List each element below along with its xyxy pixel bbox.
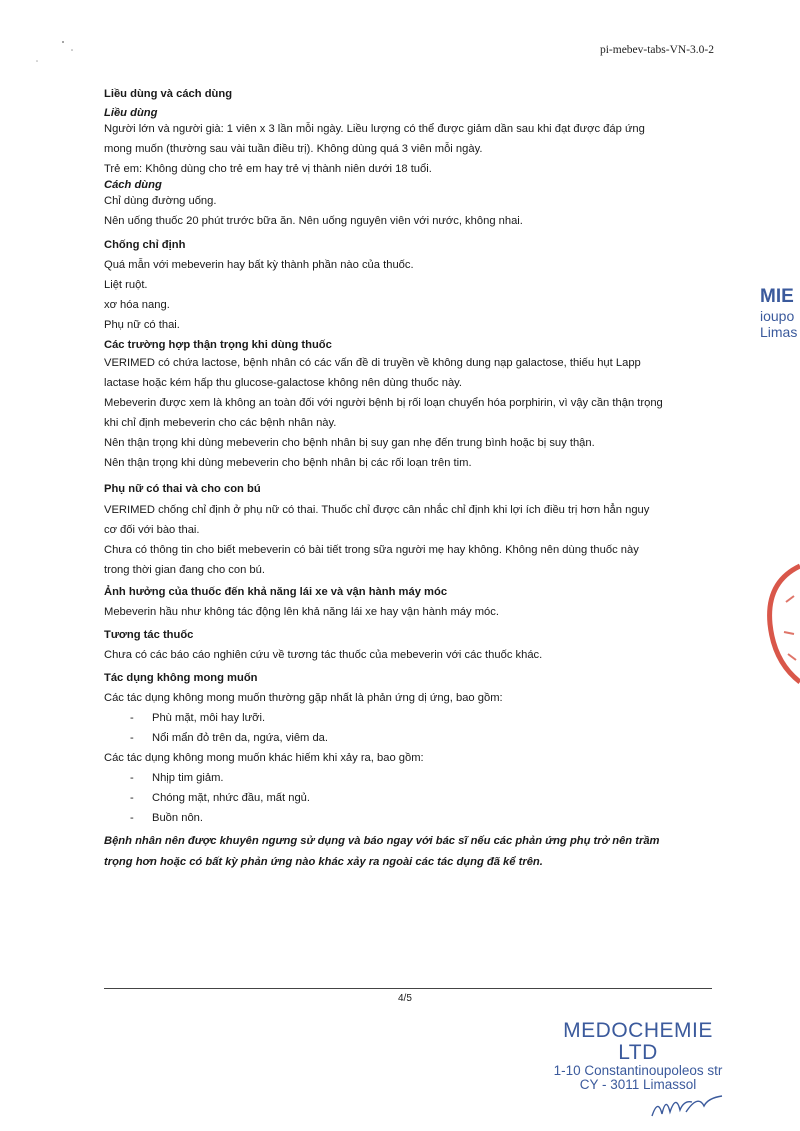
document-body: [104, 88, 716, 873]
paragraph: Trẻ em: Không dùng cho trẻ em hay trẻ vị thành niên dưới 18 tuổi.: [104, 163, 432, 175]
paragraph: VERIMED chống chỉ định ở phụ nữ có thai. Thuốc chỉ được cân nhắc chỉ định khi lợi ích điều trị hơn hẳn nguy: [104, 504, 650, 516]
side-effects-common-list: [104, 708, 716, 748]
side-stamp-line: Limas: [760, 323, 798, 340]
footer-divider: [104, 988, 712, 989]
side-effects-rare-list: [104, 768, 716, 828]
list-item-text: Phù mặt, môi hay lưỡi.: [152, 712, 266, 724]
section-title-driving: Ảnh hưởng của thuốc đến khả năng lái xe và vận hành máy móc: [104, 586, 448, 598]
paragraph: cơ đối với bào thai.: [104, 524, 200, 536]
section-title-pregnancy: Phụ nữ có thai và cho con bú: [104, 483, 261, 495]
side-company-stamp: [760, 286, 797, 340]
red-seal-fragment: [756, 562, 800, 689]
paragraph: Các tác dụng không mong muốn thường gặp nhất là phản ứng dị ứng, bao gồm:: [104, 692, 503, 704]
paragraph: xơ hóa nang.: [104, 299, 170, 311]
paragraph: Người lớn và người già: 1 viên x 3 lần mỗi ngày. Liều lượng có thể được giảm dần sau khi đạt được đáp ứng: [104, 123, 645, 135]
list-item-text: Nổi mẩn đỏ trên da, ngứa, viêm da.: [152, 732, 329, 744]
list-item: [104, 808, 716, 828]
bullet-dash: -: [130, 732, 134, 744]
paragraph: Các tác dụng không mong muốn khác hiếm khi xảy ra, bao gồm:: [104, 752, 424, 764]
list-item: [104, 728, 716, 748]
paragraph: Quá mẫn với mebeverin hay bất kỳ thành phần nào của thuốc.: [104, 259, 414, 271]
section-title-interactions: Tương tác thuốc: [104, 629, 194, 641]
subsection-title-administration: Cách dùng: [104, 179, 162, 191]
bullet-dash: -: [130, 772, 134, 784]
paragraph: Chưa có các báo cáo nghiên cứu về tương tác thuốc của mebeverin với các thuốc khác.: [104, 649, 543, 661]
subsection-title-dose: Liều dùng: [104, 107, 158, 119]
paragraph: Phụ nữ có thai.: [104, 319, 180, 331]
paragraph: lactase hoặc kém hấp thu glucose-galactose không nên dùng thuốc này.: [104, 377, 463, 389]
paragraph: Nên thận trọng khi dùng mebeverin cho bệnh nhân bị suy gan nhẹ đến trung bình hoặc bị suy thận.: [104, 437, 595, 449]
signature: [648, 1088, 728, 1127]
list-item: [104, 708, 716, 728]
side-stamp-line: ioupo: [760, 307, 795, 324]
stamp-city: CY - 3011 Limassol: [579, 1077, 697, 1093]
list-item: [104, 788, 716, 808]
list-item-text: Chóng mặt, nhức đầu, mất ngủ.: [152, 792, 310, 804]
paragraph: Nên uống thuốc 20 phút trước bữa ăn. Nên uống nguyên viên với nước, không nhai.: [104, 215, 523, 227]
warning-text: trọng hơn hoặc có bất kỳ phản ứng nào khác xảy ra ngoài các tác dụng đã kể trên.: [104, 856, 543, 868]
section-title-side-effects: Tác dụng không mong muốn: [104, 672, 258, 684]
document-code: pi-mebev-tabs-VN-3.0-2: [599, 44, 714, 56]
list-item-text: Nhịp tim giảm.: [152, 772, 224, 784]
section-title-contraindications: Chống chỉ định: [104, 239, 186, 251]
warning-text: Bệnh nhân nên được khuyên ngưng sử dụng và báo ngay với bác sĩ nếu các phản ứng phụ trở nên trầm: [104, 835, 660, 847]
page-number: 4/5: [398, 993, 412, 1004]
paragraph: Mebeverin hầu như không tác động lên khả năng lái xe hay vận hành máy móc.: [104, 606, 499, 618]
company-stamp: [548, 1020, 728, 1092]
paragraph: Liệt ruột.: [104, 279, 148, 291]
paragraph: Chỉ dùng đường uống.: [104, 195, 217, 207]
paragraph: trong thời gian đang cho con bú.: [104, 564, 265, 576]
paragraph: khi chỉ định mebeverin cho các bệnh nhân này.: [104, 417, 337, 429]
paragraph: Nên thận trọng khi dùng mebeverin cho bệnh nhân bị các rối loạn trên tim.: [104, 457, 472, 469]
section-title-dosage: Liều dùng và cách dùng: [104, 88, 233, 100]
bullet-dash: -: [130, 792, 134, 804]
stamp-address: 1-10 Constantinoupoleos str: [553, 1063, 723, 1079]
side-stamp-line: MIE: [760, 286, 794, 307]
paragraph: VERIMED có chứa lactose, bệnh nhân có các vấn đề di truyền về không dung nạp galactose, thiếu hụt Lapp: [104, 357, 641, 369]
list-item: [104, 768, 716, 788]
paragraph: mong muốn (thường sau vài tuần điều trị). Không dùng quá 3 viên mỗi ngày.: [104, 143, 483, 155]
bullet-dash: -: [130, 812, 134, 824]
section-title-precautions: Các trường hợp thận trọng khi dùng thuốc: [104, 339, 332, 351]
paragraph: Mebeverin được xem là không an toàn đối với người bệnh bị rối loạn chuyển hóa porphirin, vì vậy cần thận trọng: [104, 397, 663, 409]
list-item-text: Buồn nôn.: [152, 812, 204, 824]
paragraph: Chưa có thông tin cho biết mebeverin có bài tiết trong sữa người mẹ hay không. Không nên dùng thuốc này: [104, 544, 639, 556]
scan-specks: [30, 36, 80, 69]
stamp-company-name: MEDOCHEMIE LTD: [563, 1019, 713, 1065]
bullet-dash: -: [130, 712, 134, 724]
